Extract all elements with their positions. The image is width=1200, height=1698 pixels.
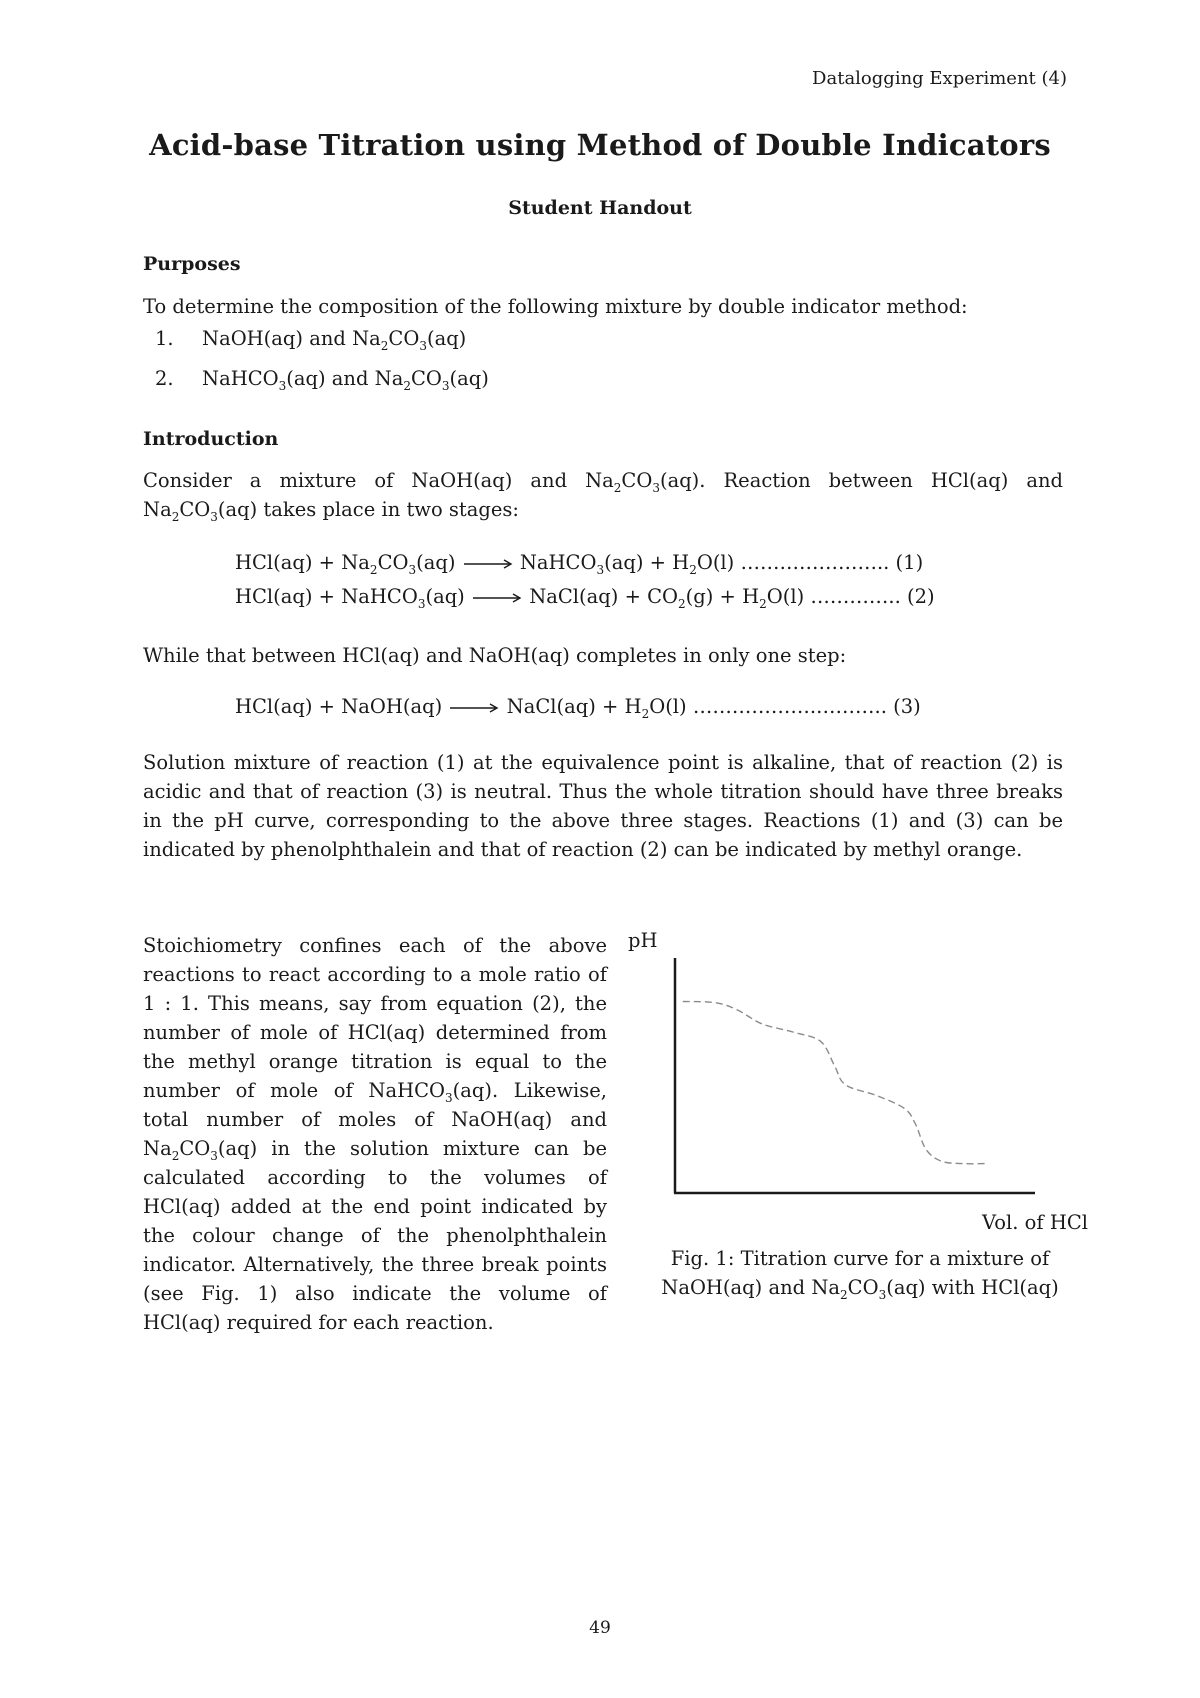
intro-paragraph-2: While that between HCl(aq) and NaOH(aq) completes in only one step: xyxy=(143,644,847,667)
page-number: 49 xyxy=(589,1618,611,1638)
intro-paragraph-3: Solution mixture of reaction (1) at the equivalence point is alkaline, that of reaction (2) is acidic and that of reaction (3) is neutral. Thus the whole titration should have three breaks in the pH curve, corresponding to the above three stages. Reactions (1) and (3) can be indicated by phenolphthalein and that of reaction (2) can be indicated by methyl orange. xyxy=(143,751,1063,861)
intro-paragraph-1: Consider a mixture of NaOH(aq) and $Na_2CO_3(aq)$. Reaction between HCl(aq) and $Na_2CO_3(aq)$ takes place in two stages: xyxy=(143,469,1063,524)
purposes-intro: To determine the composition of the following mixture by double indicator method: xyxy=(143,295,968,318)
y-axis-label: pH xyxy=(628,929,658,952)
introduction-heading: Introduction xyxy=(143,428,279,450)
equation-2: HCl(aq) + NaHCO$_3$(aq) NaCl(aq) + $CO_2(g) + H_2O(l)$ ………….. (2) xyxy=(235,585,935,611)
list-number: 2. xyxy=(155,367,174,390)
titration-curve-chart xyxy=(625,925,1095,1245)
purpose-item-1: 1. NaOH(aq) and $Na_2CO_3(aq)$ xyxy=(155,327,467,353)
equation-1: $HCl(aq) + Na_2CO_3(aq)$ NaHCO$_3$(aq) + $H_2O(l)$ ………………….. (1) xyxy=(235,551,924,577)
running-header: Datalogging Experiment (4) xyxy=(812,68,1067,89)
titration-figure xyxy=(625,925,1095,1245)
purposes-heading: Purposes xyxy=(143,253,241,275)
intro-paragraph-4: Stoichiometry confines each of the above reactions to react according to a mole ratio of 1 : 1. This means, say from equation (2), the number of mole of HCl(aq) determined from the methyl orange titration is equal to the number of mole of NaHCO$_3$(aq). Likewise, total number of moles of NaOH(aq) and $Na_2CO_3(aq)$ in the solution mixture can be calculated according to the volumes of HCl(aq) added at the end point indicated by the colour change of the phenolphthalein indicator. Alternatively, the three break points (see Fig. 1) also indicate the volume of HCl(aq) required for each reaction. xyxy=(143,934,607,1334)
x-axis-label: Vol. of HCl xyxy=(982,1211,1088,1234)
purpose-item-2: 2. NaHCO$_3$(aq) and $Na_2CO_3(aq)$ xyxy=(155,367,489,393)
reaction-arrow-icon xyxy=(448,702,500,714)
page-subtitle: Student Handout xyxy=(508,197,692,219)
equation-3: HCl(aq) + NaOH(aq) NaCl(aq) + $H_2O(l)$ ……………….……….. (3) xyxy=(235,695,921,721)
reaction-arrow-icon xyxy=(471,592,523,604)
figure-caption: Fig. 1: Titration curve for a mixture of NaOH(aq) and $Na_2CO_3(aq)$ with HCl(aq) xyxy=(661,1247,1059,1302)
list-number: 1. xyxy=(155,327,174,350)
reaction-arrow-icon xyxy=(462,558,514,570)
page-title: Acid-base Titration using Method of Double Indicators xyxy=(149,128,1051,162)
titration-curve-line xyxy=(683,1002,985,1164)
